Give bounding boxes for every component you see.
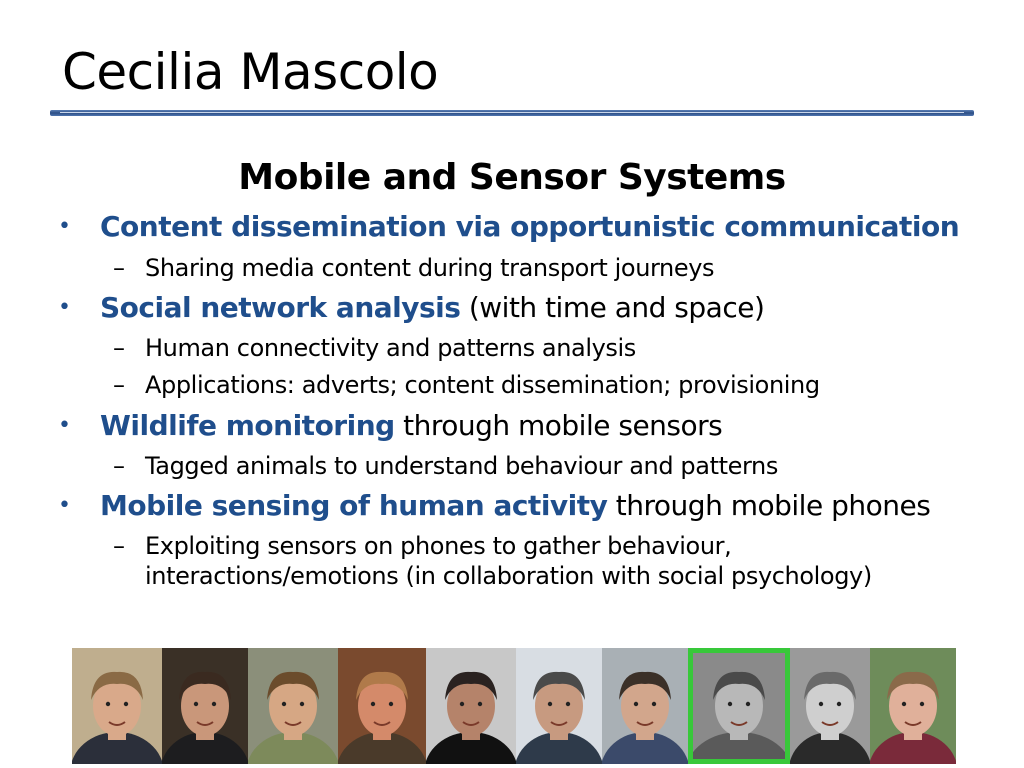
dash-marker: – (113, 532, 125, 560)
bullet-3 (58, 408, 723, 444)
photo-1 (72, 648, 162, 764)
portrait-image (688, 648, 790, 764)
portrait-image (162, 648, 248, 764)
sub-text: Tagged animals to understand behaviour and patterns (145, 452, 778, 480)
portrait-image (248, 648, 338, 764)
bullet-marker: • (58, 493, 71, 518)
sub-text: interactions/emotions (in collaboration with social psychology) (145, 562, 872, 590)
photo-strip (72, 648, 956, 764)
portrait-image (426, 648, 516, 764)
sub-text: Sharing media content during transport journeys (145, 254, 715, 282)
title-underline-highlight (60, 112, 964, 113)
sub-text: Human connectivity and patterns analysis (145, 334, 636, 362)
bullet-2-heading: Social network analysis (100, 291, 461, 324)
bullet-2-sub-1 (113, 333, 636, 363)
dash-marker: – (113, 452, 125, 480)
sub-text: Exploiting sensors on phones to gather behaviour, (145, 532, 732, 560)
bullet-4 (58, 488, 931, 524)
bullet-1-sub-1 (113, 253, 715, 283)
title-underline (50, 110, 974, 116)
dash-marker: – (113, 254, 125, 282)
portrait-image (516, 648, 602, 764)
bullet-4-text: through mobile phones (607, 489, 931, 522)
portrait-image (72, 648, 162, 764)
bullet-1 (58, 209, 960, 245)
bullet-3-heading: Wildlife monitoring (100, 409, 395, 442)
bullet-4-sub-1-cont (145, 561, 872, 591)
bullet-marker: • (58, 413, 71, 438)
bullet-4-heading: Mobile sensing of human activity (100, 489, 608, 522)
dash-marker: – (113, 334, 125, 362)
photo-2 (162, 648, 248, 764)
dash-marker: – (113, 371, 125, 399)
photo-10 (870, 648, 956, 764)
photo-6 (516, 648, 602, 764)
bullet-3-text: through mobile sensors (394, 409, 723, 442)
photo-3 (248, 648, 338, 764)
photo-4 (338, 648, 426, 764)
bullet-3-sub-1 (113, 451, 778, 481)
slide-subtitle: Mobile and Sensor Systems (238, 157, 786, 198)
portrait-image (790, 648, 870, 764)
portrait-image (870, 648, 956, 764)
photo-7 (602, 648, 688, 764)
photo-9 (790, 648, 870, 764)
bullet-marker: • (58, 214, 71, 239)
portrait-image (602, 648, 688, 764)
slide-title: Cecilia Mascolo (62, 43, 439, 101)
bullet-marker: • (58, 295, 71, 320)
photo-8 (688, 648, 790, 764)
sub-text: Applications: adverts; content dissemination; provisioning (145, 371, 820, 399)
bullet-4-sub-1 (113, 531, 732, 561)
bullet-1-heading: Content dissemination via opportunistic communication (100, 210, 960, 243)
photo-5 (426, 648, 516, 764)
portrait-image (338, 648, 426, 764)
bullet-2-text: (with time and space) (460, 291, 765, 324)
bullet-2-sub-2 (113, 370, 820, 400)
bullet-2 (58, 290, 765, 326)
